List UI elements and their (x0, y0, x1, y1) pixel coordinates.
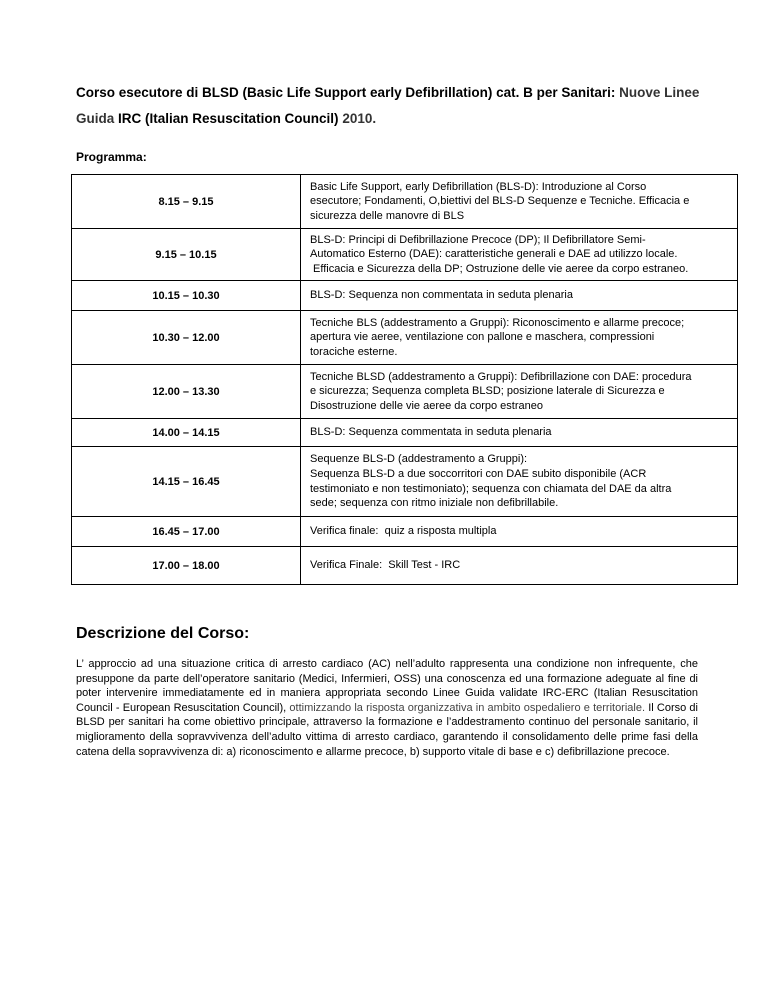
schedule-description-line: Sequenza BLS-D a due soccorritori con DAE subito disponibile (ACR (310, 467, 647, 480)
schedule-description (301, 517, 738, 547)
descrizione-text-2: ottimizzando la risposta organizzativa in ambito ospedaliero e territoriale. (289, 701, 646, 714)
schedule-row (72, 311, 738, 365)
schedule-row (72, 447, 738, 517)
schedule-description (301, 547, 738, 585)
schedule-description-line: e sicurezza; Sequenza completa BLSD; posizione laterale di Sicurezza e (310, 385, 665, 398)
schedule-description (301, 447, 738, 517)
schedule-row (72, 281, 738, 311)
schedule-time: 9.15 – 10.15 (72, 229, 301, 281)
schedule-description-line: Tecniche BLS (addestramento a Gruppi): Riconoscimento e allarme precoce; (310, 316, 685, 329)
schedule-time: 8.15 – 9.15 (72, 175, 301, 229)
schedule-row (72, 365, 738, 419)
schedule-description (301, 311, 738, 365)
schedule-description-line: Verifica Finale: Skill Test - IRC (310, 559, 461, 572)
schedule-description-line: apertura vie aeree, ventilazione con pallone e maschera, compressioni (310, 331, 655, 344)
schedule-time: 10.15 – 10.30 (72, 281, 301, 311)
schedule-time: 12.00 – 13.30 (72, 365, 301, 419)
schedule-description-line: sede; sequenza con ritmo iniziale non defibrillabile. (310, 497, 559, 510)
schedule-description-line: BLS-D: Sequenza non commentata in seduta plenaria (310, 289, 573, 302)
schedule-row (72, 175, 738, 229)
schedule-row (72, 547, 738, 585)
schedule-description (301, 419, 738, 447)
schedule-description-line: esecutore; Fondamenti, O,biettivi del BLS-D Sequenze e Tecniche. Efficacia e (310, 195, 690, 208)
schedule-description (301, 175, 738, 229)
schedule-row (72, 229, 738, 281)
schedule-description-line: BLS-D: Sequenza commentata in seduta plenaria (310, 426, 552, 439)
schedule-time: 10.30 – 12.00 (72, 311, 301, 365)
schedule-description-line: Sequenze BLS-D (addestramento a Gruppi): (310, 453, 528, 466)
schedule-row (72, 419, 738, 447)
schedule-description-line: Tecniche BLSD (addestramento a Gruppi): Defibrillazione con DAE: procedura (310, 370, 692, 383)
descrizione-text-3: Il Corso di BLSD per sanitari ha come obiettivo principale, attraverso la formazione e l’addestramento continuo del personale sanitario, il miglioramento della sopravvivenza dell’adulto vittima di arresto cardiaco, garantendo il consolidamento delle prime fasi della catena della sopravvivenza di: a) riconoscimento e allarme precoce, b) supporto vitale di base e c) defibrillazione precoce. (76, 701, 698, 758)
schedule-time: 14.00 – 14.15 (72, 419, 301, 447)
document-title (76, 80, 706, 132)
schedule-time: 14.15 – 16.45 (72, 447, 301, 517)
schedule-table (71, 174, 738, 585)
schedule-description-line: Verifica finale: quiz a risposta multipla (310, 525, 497, 538)
schedule-row (72, 517, 738, 547)
schedule-description (301, 365, 738, 419)
descrizione-text-1: L’ approccio ad una situazione critica di arresto cardiaco (AC) nell’adulto rappresenta una condizione non infrequente, che presuppone da parte dell’operatore sanitario (Medici, Infermieri, OSS) una conoscenza ed una formazione adeguate al fine di poter intervenire immediatamente ed in maniera appropriata secondo Linee Guida validate IRC-ERC (Italian Resuscitation Council - European Resuscitation Council), (76, 658, 698, 714)
schedule-description-line: Basic Life Support, early Defibrillation (BLS-D): Introduzione al Corso (310, 180, 647, 193)
programma-label: Programma: (76, 150, 147, 164)
schedule-description (301, 229, 738, 281)
schedule-time: 17.00 – 18.00 (72, 547, 301, 585)
title-part-4: 2010. (342, 111, 377, 126)
descrizione-paragraph (76, 657, 698, 759)
schedule-description-line: sicurezza delle manovre di BLS (310, 209, 465, 222)
title-part-1: Corso esecutore di BLSD (Basic Life Support early Defibrillation) cat. B per Sanitari: (76, 85, 616, 100)
schedule-description-line: Disostruzione delle vie aeree da corpo estraneo (310, 399, 543, 412)
schedule-description (301, 281, 738, 311)
schedule-description-line: BLS-D: Principi di Defibrillazione Precoce (DP); Il Defibrillatore Semi- (310, 233, 646, 246)
schedule-description-line: Automatico Esterno (DAE): caratteristiche generali e DAE ad utilizzo locale. (310, 248, 678, 261)
schedule-time: 16.45 – 17.00 (72, 517, 301, 547)
descrizione-title: Descrizione del Corso: (76, 625, 250, 642)
schedule-description-line: testimoniato e non testimoniato); sequenza con chiamata del DAE da altra (310, 482, 672, 495)
title-part-2: Nuove Linee Guida (76, 85, 700, 126)
schedule-description-line: toraciche esterne. (310, 345, 398, 358)
schedule-description-line: Efficacia e Sicurezza della DP; Ostruzione delle vie aeree da corpo estraneo. (310, 262, 689, 275)
title-part-3: IRC (Italian Resuscitation Council) (118, 111, 339, 126)
